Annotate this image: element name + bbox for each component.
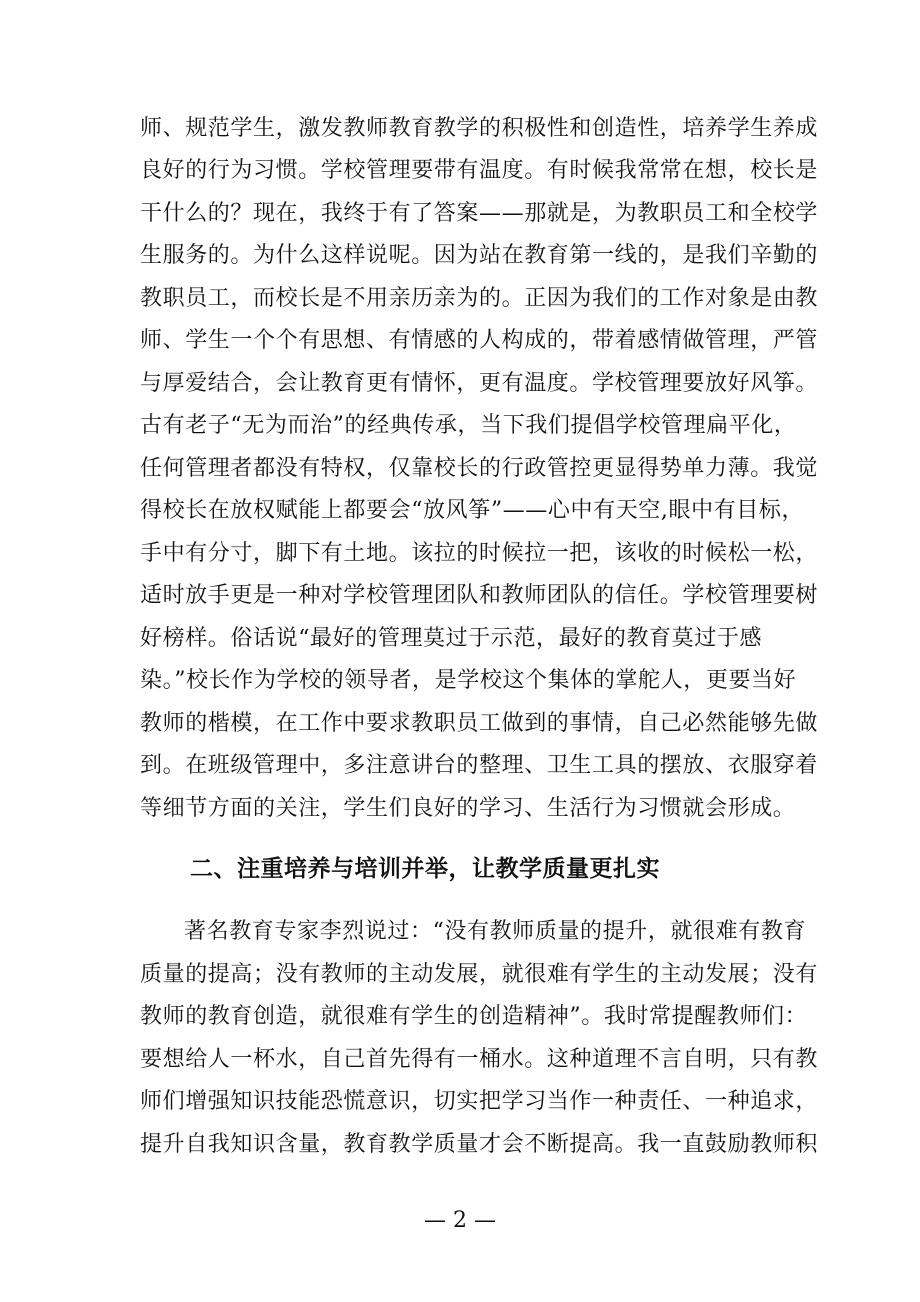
paragraph-line: 古有老子“无为而治”的经典传承，当下我们提倡学校管理扁平化，: [140, 413, 797, 438]
paragraph-line: 提升自我知识含量，教育教学质量才会不断提高。我一直鼓励教师积: [140, 1132, 819, 1157]
paragraph-line: 质量的提高；没有教师的主动发展，就很难有学生的主动发展；没有: [140, 962, 819, 987]
section-heading: 二、注重培养与培训并举，让教学质量更扎实: [190, 856, 660, 882]
paragraph-line: 任何管理者都没有特权，仅靠校长的行政管控更显得势单力薄。我觉: [140, 456, 819, 481]
paragraph-line: 干什么的？现在，我终于有了答案——那就是，为教职员工和全校学: [140, 201, 819, 226]
paragraph-line: 师、学生一个个有思想、有情感的人构成的，带着感情做管理，严管: [140, 328, 819, 353]
paragraph-line: 到。在班级管理中，多注意讲台的整理、卫生工具的摆放、衣服穿着: [140, 753, 819, 778]
paragraph-line: 生服务的。为什么这样说呢。因为站在教育第一线的，是我们辛勤的: [140, 243, 819, 268]
paragraph-line: 教师的教育创造，就很难有学生的创造精神”。我时常提醒教师们：: [140, 1004, 808, 1029]
page-number: — 2 —: [424, 1208, 496, 1233]
paragraph-line: 要想给人一杯水，自己首先得有一桶水。这种道理不言自明，只有教: [140, 1047, 819, 1072]
paragraph-line: 手中有分寸，脚下有土地。该拉的时候拉一把，该收的时候松一松，: [140, 541, 819, 566]
paragraph-line: 良好的行为习惯。学校管理要带有温度。有时候我常常在想，校长是: [140, 158, 819, 183]
paragraph-line: 得校长在放权赋能上都要会“放风筝”——心中有天空,眼中有目标，: [140, 498, 805, 523]
paragraph-line: 适时放手更是一种对学校管理团队和教师团队的信任。学校管理要树: [140, 583, 819, 608]
paragraph-line: 著名教育专家李烈说过：“没有教师质量的提升，就很难有教育: [184, 919, 807, 944]
paragraph-line: 教师的楷模，在工作中要求教职员工做到的事情，自己必然能够先做: [140, 711, 819, 736]
paragraph-line: 师、规范学生，激发教师教育教学的积极性和创造性，培养学生养成: [140, 116, 819, 141]
paragraph-line: 染。”校长作为学校的领导者，是学校这个集体的掌舵人，更要当好: [140, 668, 797, 693]
paragraph-line: 等细节方面的关注，学生们良好的学习、生活行为习惯就会形成。: [140, 796, 796, 821]
paragraph-line: 教职员工，而校长是不用亲历亲为的。正因为我们的工作对象是由教: [140, 286, 819, 311]
paragraph-line: 师们增强知识技能恐慌意识，切实把学习当作一种责任、一种追求，: [140, 1089, 819, 1114]
paragraph-line: 与厚爱结合，会让教育更有情怀，更有温度。学校管理要放好风筝。: [140, 371, 819, 396]
paragraph-line: 好榜样。俗话说“最好的管理莫过于示范，最好的教育莫过于感: [140, 626, 763, 651]
